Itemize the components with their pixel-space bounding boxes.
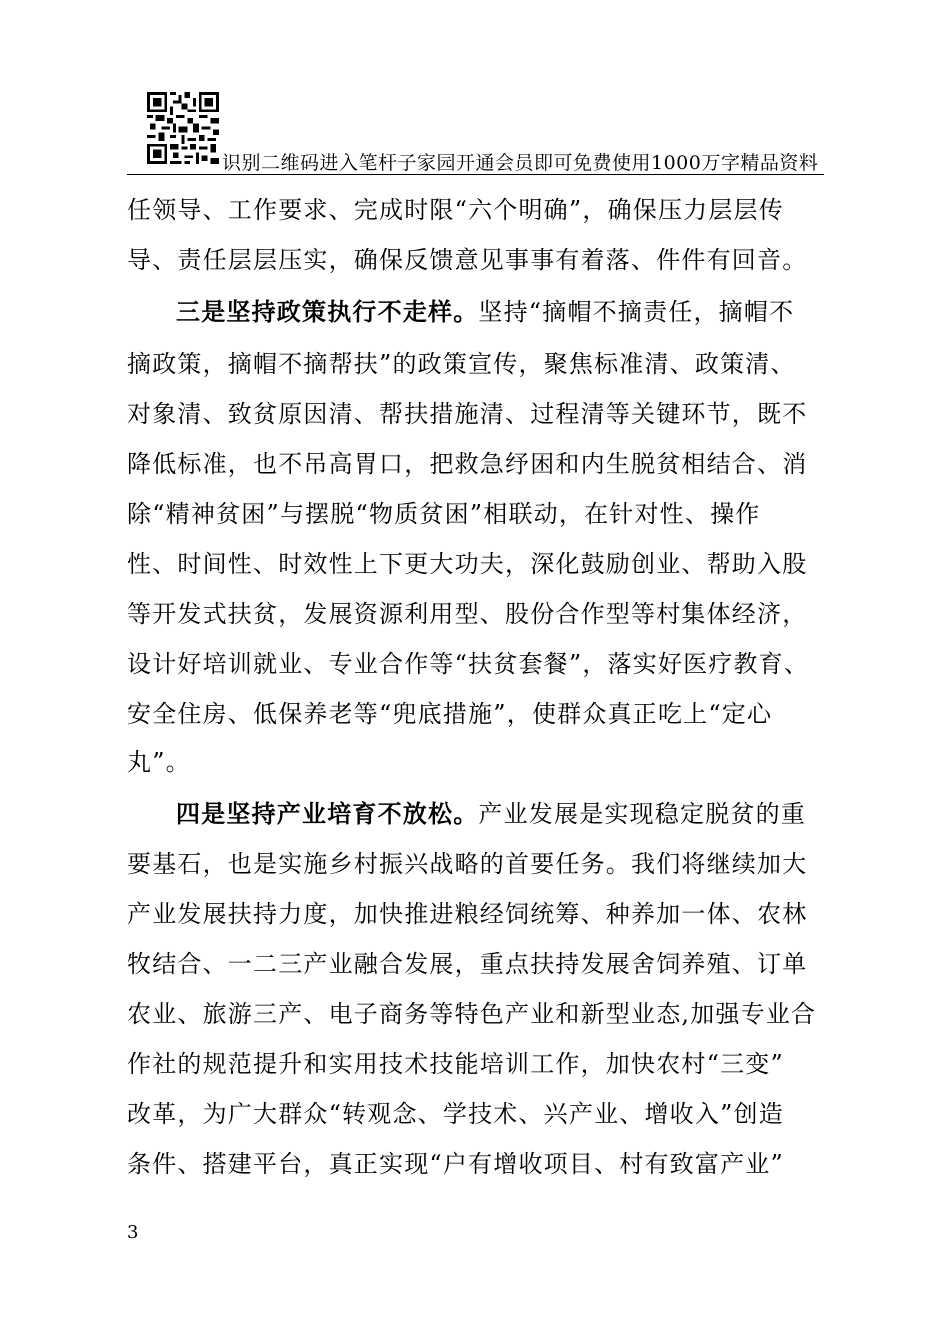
header-banner-text: 识别二维码进入笔杆子家园开通会员即可免费使用1000万字精品资料 xyxy=(222,152,819,174)
body-line: 任领导、工作要求、完成时限“六个明确”，确保压力层层传 xyxy=(127,196,784,224)
paragraph-3-first-line xyxy=(176,297,794,327)
body-line: 产业发展扶持力度，加快推进粮经饲统筹、种养加一体、农林 xyxy=(127,900,808,928)
body-line: 安全住房、低保养老等“兜底措施”，使群众真正吃上“定心 xyxy=(127,700,773,728)
body-line: 降低标准，也不吊高胃口，把救急纾困和内生脱贫相结合、消 xyxy=(127,450,808,478)
paragraph-3-lead: 坚持“ xyxy=(478,298,543,326)
body-line: 性、时间性、时效性上下更大功夫，深化鼓励创业、帮助入股 xyxy=(127,550,808,578)
body-line: 除“精神贫困”与摆脱“物质贫困”相联动，在针对性、操作 xyxy=(127,500,761,528)
header-divider xyxy=(127,174,824,175)
body-line: 设计好培训就业、专业合作等“扶贫套餐”，落实好医疗教育、 xyxy=(127,650,810,678)
paragraph-3-heading: 三是坚持政策执行不走样。 xyxy=(176,297,479,326)
body-line: 导、责任层层压实，确保反馈意见事事有着落、件件有回音。 xyxy=(127,246,808,274)
body-line: 作社的规范提升和实用技术技能培训工作，加快农村“三变” xyxy=(127,1050,784,1078)
body-line: 要基石，也是实施乡村振兴战略的首要任务。我们将继续加大 xyxy=(127,850,808,878)
qr-code-icon xyxy=(147,92,219,164)
body-line: 改革，为广大群众“转观念、学技术、兴产业、增收入”创造 xyxy=(127,1100,784,1128)
page-number: 3 xyxy=(127,1222,139,1243)
body-line: 等开发式扶贫，发展资源利用型、股份合作型等村集体经济， xyxy=(127,600,808,628)
body-line: 摘政策，摘帽不摘帮扶”的政策宣传，聚焦标准清、政策清、 xyxy=(127,350,796,378)
paragraph-4-lead-rest: 产业发展是实现稳定脱贫的重 xyxy=(478,800,807,828)
body-line: 丸”。 xyxy=(127,748,191,776)
paragraph-4-first-line xyxy=(176,799,806,829)
body-line: 对象清、致贫原因清、帮扶措施清、过程清等关键环节，既不 xyxy=(127,400,808,428)
body-line: 条件、搭建平台，真正实现“户有增收项目、村有致富产业” xyxy=(127,1150,784,1178)
paragraph-3-lead-rest: 摘帽不摘责任，摘帽不 xyxy=(542,298,795,326)
body-line: 牧结合、一二三产业融合发展，重点扶持发展舍饲养殖、订单 xyxy=(127,950,808,978)
body-line: 农业、旅游三产、电子商务等特色产业和新型业态,加强专业合 xyxy=(127,1000,817,1028)
paragraph-4-heading: 四是坚持产业培育不放松。 xyxy=(176,799,479,828)
